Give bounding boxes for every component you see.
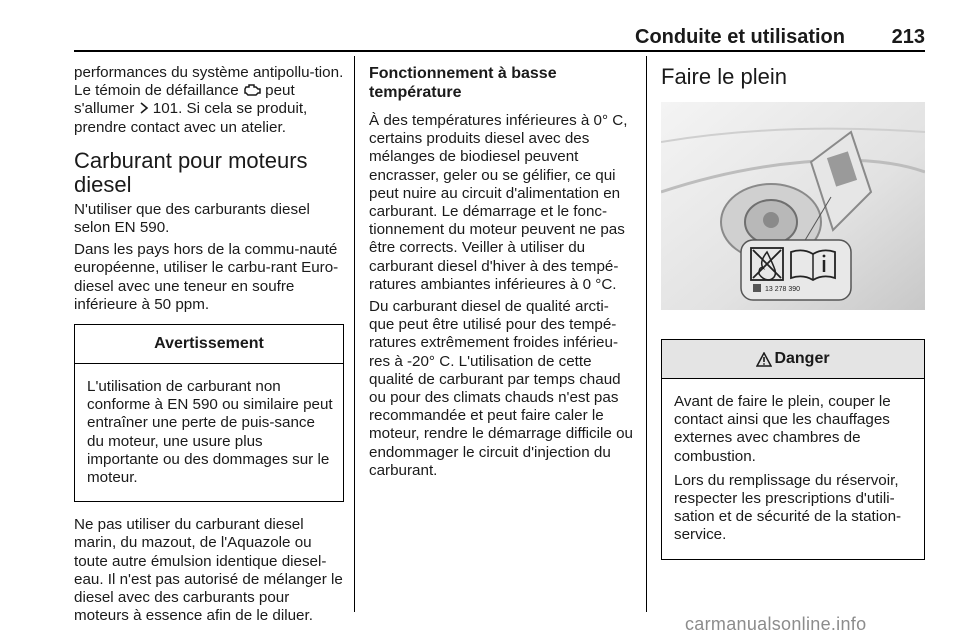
danger-box xyxy=(661,339,925,560)
notice-body xyxy=(75,364,343,501)
column-divider-2 xyxy=(646,56,647,612)
page-header xyxy=(74,24,925,50)
notice-box xyxy=(74,324,344,502)
column-left xyxy=(74,64,344,629)
paragraph: Ne pas utiliser du carburant diesel marin, du mazout, de l'Aquazole ou toute autre émulsion identique diesel-eau. Il n'est pas autorisé de mélanger le diesel avec des carburants pour moteurs à essence afin de le diluer. xyxy=(74,516,343,625)
notice-text: L'utilisation de carburant non conforme à EN 590 ou similaire peut entraîner une perte de puis-sance du moteur, une usure plus importante ou des dommages sur le moteur. xyxy=(87,378,333,487)
paragraph: Du carburant diesel de qualité arcti-que peut être utilisé pour des tempé-ratures extrêmement froides inférieu-res à -20° C. L'utilisation de cette qualité de carburant par temps chaud ou pour des climats chauds n'est pas recommandée et peut faire caler le moteur, rendre le démarrage difficile ou endommager le circuit d'injection du carburant. xyxy=(369,298,633,479)
danger-text-2: Lors du remplissage du réservoir, respecter les prescriptions d'utili-sation et de sécurité de la station-service. xyxy=(674,471,902,544)
paragraph: À des températures inférieures à 0° C, certains produits diesel avec des mélanges de biodiesel peuvent encrasser, geler ou se gélifier, ce qui peut nuire au circuit d'alimentation en carburant. Le démarrage et le fonc-tionnement du moteur peuvent ne pas être corrects. Veiller à utiliser du carburant diesel d'hiver à des tempé-ratures ambiantes inférieures à 0 °C. xyxy=(369,112,628,293)
column-middle xyxy=(369,64,634,484)
danger-title: Danger xyxy=(774,350,830,367)
section-heading-refuel: Faire le plein xyxy=(661,64,787,89)
page-reference-arrow-icon xyxy=(139,102,149,114)
paragraph: N'utiliser que des carburants diesel selon EN 590. xyxy=(74,200,310,237)
section-heading-diesel: Carburant pour moteurs diesel xyxy=(74,147,308,197)
warning-triangle-icon xyxy=(756,352,772,367)
fuel-flap-photo xyxy=(661,102,925,310)
column-right xyxy=(661,64,925,574)
intro-paragraph xyxy=(74,64,344,137)
danger-text-1: Avant de faire le plein, couper le contact ainsi que les chauffages externes avec chambres de combustion. xyxy=(674,393,891,465)
engine-warning-icon xyxy=(243,83,261,97)
intro-text-3: 101. Si cela se produit, prendre contact avec un atelier. xyxy=(74,100,308,136)
notice-title: Avertissement xyxy=(75,325,343,364)
intro-text-2: peut s'allumer xyxy=(74,82,295,118)
page-number: 213 xyxy=(891,26,925,48)
section-heading-low-temp: Fonctionnement à basse température xyxy=(369,65,557,101)
header-rule xyxy=(74,50,925,52)
label-part-number: 13 278 390 xyxy=(765,286,801,293)
section-title: Conduite et utilisation xyxy=(635,26,845,48)
intro-text-1: performances du système antipollu-tion. Le témoin de défaillance xyxy=(74,64,344,100)
paragraph: Dans les pays hors de la commu-nauté européenne, utiliser le carbu-rant Euro-diesel avec une teneur en soufre inférieure à 50 ppm. xyxy=(74,241,339,313)
danger-body xyxy=(662,379,924,559)
column-divider-1 xyxy=(354,56,355,612)
watermark: carmanualsonline.info xyxy=(685,614,867,634)
danger-title-bar xyxy=(662,340,924,379)
